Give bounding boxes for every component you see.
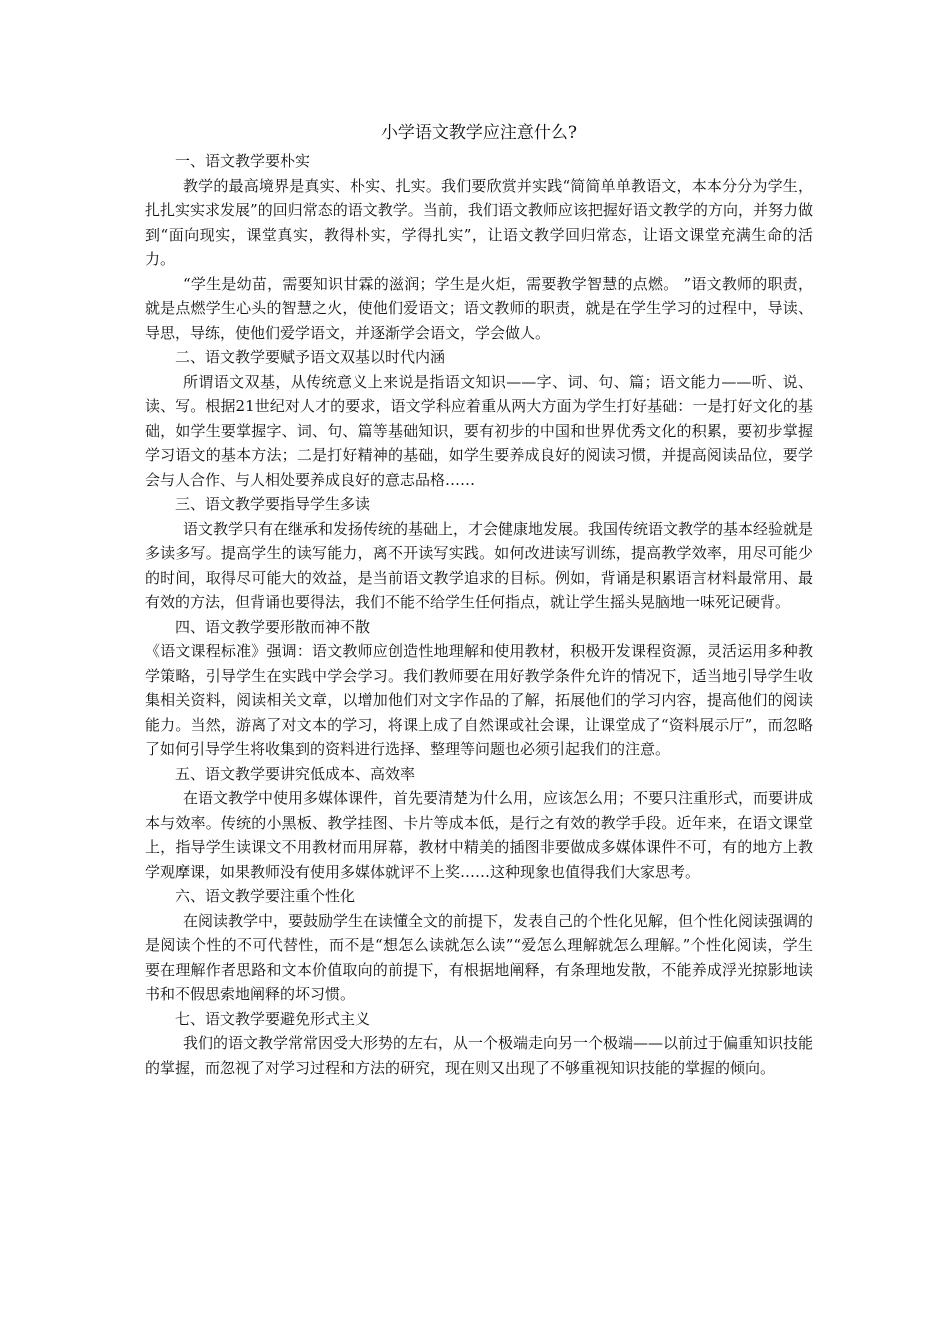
section-heading-5: 五、语文教学要讲究低成本、高效率 (175, 764, 416, 783)
section-heading-2: 二、语文教学要赋予语文双基以时代内涵 (175, 348, 446, 366)
section-3-paragraph-1: 语文教学只有在继承和发扬传统的基础上，才会健康地发展。我国传统语文教学的基本经验就是多读多写。提高学生的读写能力，离不开读写实践。如何改进读写训练，提高教学效率，用尽可能少的时间，取得尽可能大的效益，是当前语文教学追求的目标。例如，背诵是积累语言材料最常用、最有效的方法，但背诵也要得法，我们不能不给学生任何指点，就让学生摇头晃脑地一味死记硬背。 (145, 519, 814, 611)
document-title: 小学语文教学应注意什么? (380, 123, 578, 143)
section-6-paragraph-1: 在阅读教学中，要鼓励学生在读懂全文的前提下，发表自己的个性化见解，但个性化阅读强调的是阅读个性的不可代替性，而不是“想怎么读就怎么读”“爱怎么理解就怎么理解。”个性化阅读，学生要在理解作者思路和文本价值取向的前提下，有根据地阐释，有条理地发散，不能养成浮光掠影地读书和不假思索地阐释的坏习惯。 (145, 911, 814, 1003)
section-4-paragraph-1: 《语文课程标准》强调：语文教师应创造性地理解和使用教材，积极开发课程资源，灵活运用多种教学策略，引导学生在实践中学会学习。我们教师要在用好教学条件允许的情况下，适当地引导学生收集相关资料，阅读相关文章，以增加他们对文字作品的了解，拓展他们的学习内容，提高他们的阅读能力。当然，游离了对文本的学习，将课上成了自然课或社会课，让课堂成了“资料展示厅”，而忽略了如何引导学生将收集到的资料进行选择、整理等问题也必须引起我们的注意。 (145, 642, 813, 758)
section-7-paragraph-1: 我们的语文教学常常因受大形势的左右，从一个极端走向另一个极端——以前过于偏重知识技能的掌握，而忽视了对学习过程和方法的研究，现在则又出现了不够重视知识技能的掌握的倾向。 (145, 1034, 814, 1077)
section-heading-1: 一、语文教学要朴实 (175, 152, 311, 170)
section-2-paragraph-1: 所谓语文双基，从传统意义上来说是指语文知识——字、词、句、篇；语文能力——听、说、读、写。根据21世纪对人才的要求，语文学科应着重从两大方面为学生打好基础：一是打好文化的基础，如学生要掌握字、词、句、篇等基础知识，要有初步的中国和世界优秀文化的积累，要初步掌握学习语文的基本方法；二是打好精神的基础，如学生要养成良好的阅读习惯，并提高阅读品位，要学会与人合作、与人相处要养成良好的意志品格…… (145, 372, 813, 489)
section-heading-4: 四、语文教学要形散而神不散 (175, 617, 371, 636)
section-1-paragraph-1: 教学的最高境界是真实、朴实、扎实。我们要欣赏并实践“简简单单教语文，本本分分为学生，扎扎实实求发展”的回归常态的语文教学。当前，我们语文教师应该把握好语文教学的方向，并努力做到“面向现实，课堂真实，教得朴实，学得扎实”，让语文教学回归常态，让语文课堂充满生命的活力。 (145, 176, 813, 268)
section-heading-6: 六、语文教学要注重个性化 (175, 887, 356, 905)
section-heading-7: 七、语文教学要避免形式主义 (175, 1009, 371, 1028)
document-page (145, 118, 813, 1080)
section-1-paragraph-2: “学生是幼苗，需要知识甘霖的滋润；学生是火炬，需要教学智慧的点燃。 ”语文教师的职责，就是点燃学生心头的智慧之火，使他们爱语文；语文教师的职责，就是在学生学习的过程中，导读、导思，导练，使他们爱学语文，并逐渐学会语文，学会做人。 (145, 274, 813, 342)
section-heading-3: 三、语文教学要指导学生多读 (175, 495, 371, 513)
section-5-paragraph-1: 在语文教学中使用多媒体课件，首先要清楚为什么用，应该怎么用；不要只注重形式，而要讲成本与效率。传统的小黑板、教学挂图、卡片等成本低，是行之有效的教学手段。近年来，在语文课堂上，指导学生读课文不用教材而用屏幕，教材中精美的插图非要做成多媒体课件不可，有的地方上教学观摩课，如果教师没有使用多媒体就评不上奖……这种现象也值得我们大家思考。 (145, 789, 814, 881)
